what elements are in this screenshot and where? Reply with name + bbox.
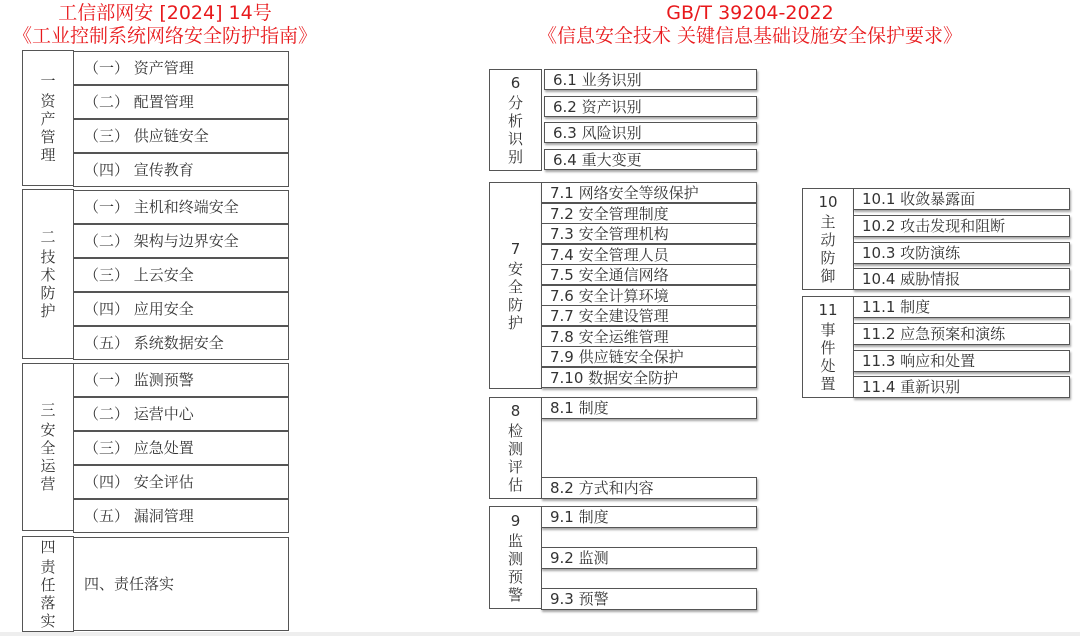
- left-item: （一） 监测预警: [73, 363, 289, 397]
- left-item: （三） 供应链安全: [73, 119, 289, 153]
- right-item: 9.2 监测: [541, 547, 757, 569]
- right-item: 7.5 安全通信网络: [541, 264, 757, 285]
- left-item: （四） 安全评估: [73, 465, 289, 499]
- right-item: 9.1 制度: [541, 506, 757, 528]
- right-item: 9.3 预警: [541, 588, 757, 610]
- left-group-label-3: [22, 363, 74, 531]
- right-title-line2: 《信息安全技术 关键信息基础设施安全保护要求》: [537, 25, 963, 47]
- left-item: （二） 运营中心: [73, 397, 289, 431]
- left-item: （一） 主机和终端安全: [73, 190, 289, 224]
- right-title-line1: GB/T 39204-2022: [666, 2, 834, 24]
- label-char: 置: [820, 375, 836, 393]
- right-item: 7.7 安全建设管理: [541, 305, 757, 326]
- label-char: 资: [40, 92, 56, 110]
- left-item: （五） 漏洞管理: [73, 499, 289, 533]
- right-item: 10.2 攻击发现和阻断: [853, 215, 1070, 237]
- right-group-label-4: [489, 506, 542, 609]
- right-item: 6.4 重大变更: [544, 149, 757, 170]
- label-char: 营: [40, 475, 56, 493]
- left-title-line1: 工信部网安 [2024] 14号: [58, 2, 272, 24]
- left-item: （三） 应急处置: [73, 431, 289, 465]
- label-char: 一: [40, 72, 56, 90]
- label-char: 产: [40, 110, 56, 128]
- label-char: 技: [40, 248, 56, 266]
- label-char: 落: [40, 594, 56, 612]
- label-char: 御: [820, 267, 836, 285]
- left-title-line2: 《工业控制系统网络安全防护指南》: [12, 25, 317, 47]
- label-char: 主: [820, 213, 836, 231]
- right-item: 7.1 网络安全等级保护: [541, 182, 757, 203]
- label-char: 管: [40, 128, 56, 146]
- right-item: 11.2 应急预案和演练: [853, 323, 1070, 345]
- label-char: 理: [40, 146, 56, 164]
- left-group-label-4: [22, 536, 74, 632]
- left-item: （二） 配置管理: [73, 85, 289, 119]
- left-item: 四、责任落实: [73, 537, 289, 631]
- label-char: 件: [820, 339, 836, 357]
- left-item: （二） 架构与边界安全: [73, 224, 289, 258]
- label-char: 7: [510, 239, 521, 258]
- label-char: 安: [507, 259, 523, 278]
- label-char: 8: [510, 402, 521, 420]
- right-item: 11.1 制度: [853, 296, 1070, 318]
- right-item: 7.9 供应链安全保护: [541, 346, 757, 367]
- label-char: 护: [507, 313, 523, 332]
- label-char: 测: [507, 549, 523, 568]
- left-item: （四） 应用安全: [73, 292, 289, 326]
- right-item: 11.3 响应和处置: [853, 350, 1070, 372]
- label-char: 识: [507, 130, 523, 148]
- label-char: 防: [820, 249, 836, 267]
- left-item: （五） 系统数据安全: [73, 326, 289, 360]
- label-char: 评: [507, 458, 523, 476]
- right-item: 7.2 安全管理制度: [541, 203, 757, 224]
- label-char: 警: [507, 585, 523, 604]
- label-char: 处: [820, 357, 836, 375]
- label-char: 检: [507, 422, 523, 440]
- right-item: 6.1 业务识别: [544, 69, 757, 90]
- label-char: 分: [507, 94, 523, 112]
- label-char: 四: [40, 538, 56, 556]
- right-group-label-3: [489, 397, 542, 499]
- right-item: 7.3 安全管理机构: [541, 223, 757, 244]
- label-char: 三: [40, 401, 56, 419]
- label-char: 术: [40, 266, 56, 284]
- label-char: 安: [40, 421, 56, 439]
- label-char: 10: [818, 193, 838, 211]
- label-char: 运: [40, 457, 56, 475]
- right-item: 6.2 资产识别: [544, 96, 757, 117]
- right-group-label-6: [802, 296, 854, 398]
- right-item: 8.1 制度: [541, 397, 757, 419]
- left-group-label-2: [22, 189, 74, 359]
- right-item: 7.6 安全计算环境: [541, 285, 757, 306]
- right-item: 11.4 重新识别: [853, 376, 1070, 398]
- label-char: 护: [40, 302, 56, 320]
- label-char: 防: [40, 284, 56, 302]
- label-char: 防: [507, 295, 523, 314]
- right-item: 7.10 数据安全防护: [541, 367, 757, 388]
- label-char: 测: [507, 440, 523, 458]
- right-item: 7.8 安全运维管理: [541, 326, 757, 347]
- label-char: 6: [510, 74, 521, 92]
- bottom-divider: [0, 632, 1080, 636]
- right-item: 7.4 安全管理人员: [541, 244, 757, 265]
- left-item: （三） 上云安全: [73, 258, 289, 292]
- left-group-label-1: [22, 50, 74, 186]
- label-char: 析: [507, 112, 523, 130]
- label-char: 9: [510, 511, 521, 530]
- label-char: 动: [820, 231, 836, 249]
- right-item: 6.3 风险识别: [544, 122, 757, 143]
- right-item: 10.3 攻防演练: [853, 242, 1070, 264]
- right-group-label-2: [489, 182, 542, 389]
- right-group-label-1: [489, 69, 542, 171]
- left-item: （一） 资产管理: [73, 51, 289, 85]
- right-item: 8.2 方式和内容: [541, 477, 757, 499]
- label-char: 实: [40, 612, 56, 630]
- label-char: 监: [507, 531, 523, 550]
- label-char: 事: [820, 321, 836, 339]
- label-char: 全: [40, 439, 56, 457]
- label-char: 预: [507, 567, 523, 586]
- left-item: （四） 宣传教育: [73, 153, 289, 187]
- right-group-label-5: [802, 188, 854, 290]
- right-item: 10.4 威胁情报: [853, 268, 1070, 290]
- label-char: 全: [507, 277, 523, 296]
- right-item: 10.1 收敛暴露面: [853, 188, 1070, 210]
- label-char: 估: [507, 476, 523, 494]
- label-char: 别: [507, 148, 523, 166]
- label-char: 责: [40, 558, 56, 576]
- label-char: 二: [40, 228, 56, 246]
- label-char: 11: [818, 301, 838, 319]
- label-char: 任: [40, 576, 56, 594]
